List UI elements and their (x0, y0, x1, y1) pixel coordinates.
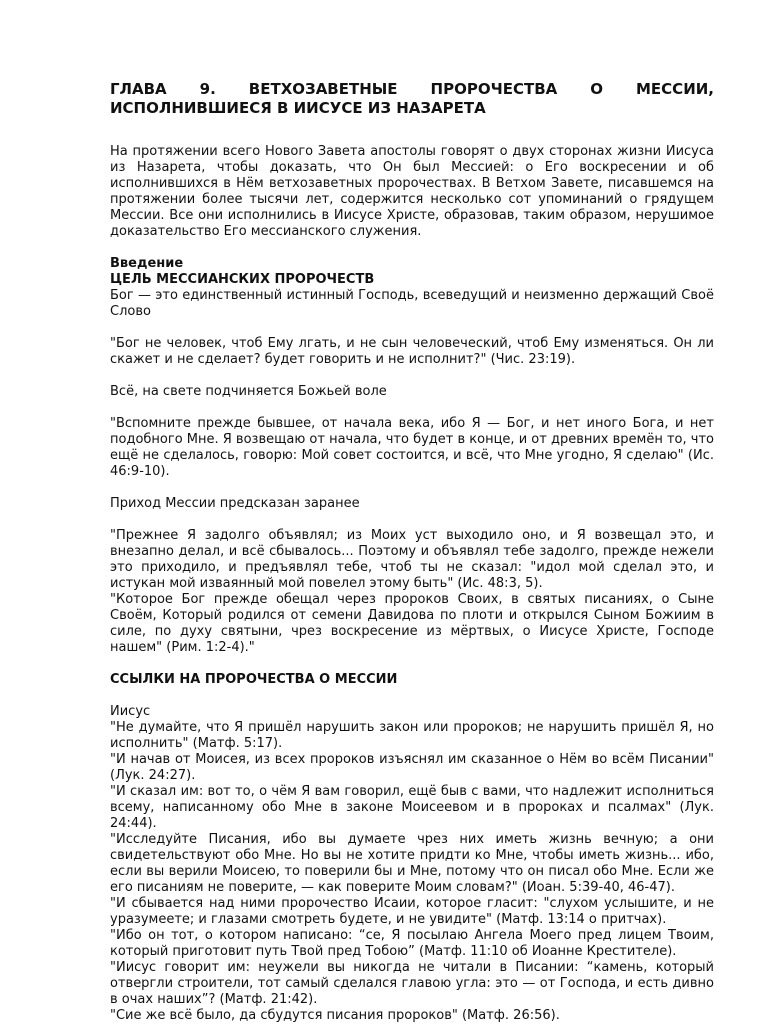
section-heading-references: ССЫЛКИ НА ПРОРОЧЕСТВА О МЕССИИ (110, 672, 398, 687)
reference-item: "Ибо он тот, о котором написано: “се, Я посылаю Ангела Моего пред лицем Твоим, который приготовит путь Твой пред Тобою” (Матф. 11:10 об Иоанне Крестителе). (110, 928, 714, 959)
paragraph: Бог — это единственный истинный Господь, всеведущий и неизменно держащий Своё Слово (110, 288, 714, 319)
section-label-intro: Введение (110, 256, 184, 271)
paragraph: Приход Мессии предсказан заранее (110, 496, 360, 511)
references-lead: Иисус (110, 704, 151, 719)
reference-item: "Иисус говорит им: неужели вы никогда не читали в Писании: “камень, который отвергли строители, тот самый сделался главою угла: это — от Господа, и есть дивно в очах наших”? (Матф. 21:42). (110, 960, 714, 1007)
chapter-title-line-1: ГЛАВА 9. ВЕТХОЗАВЕТНЫЕ ПРОРОЧЕСТВА О МЕССИИ, (110, 80, 714, 98)
reference-item: "И сбывается над ними пророчество Исаии, которое гласит: "слухом услышите, и не уразумеете; и глазами смотреть будете, и не увидите" (Матф. 13:14 о притчах). (110, 896, 714, 927)
chapter-title-line-2: ИСПОЛНИВШИЕСЯ В ИИСУСЕ ИЗ НАЗАРЕТА (110, 99, 486, 117)
document-page (110, 76, 714, 1024)
reference-item: "И начав от Моисея, из всех пророков изъяснял им сказанное о Нём во всём Писании" (Лук. 24:27). (110, 752, 714, 783)
section-heading-purpose: ЦЕЛЬ МЕССИАНСКИХ ПРОРОЧЕСТВ (110, 272, 375, 287)
reference-item: "Сие же всё было, да сбудутся писания пророков" (Матф. 26:56). (110, 1008, 560, 1023)
paragraph: Всё, на свете подчиняется Божьей воле (110, 384, 387, 399)
quote-paragraph: "Которое Бог прежде обещал через пророков Своих, в святых писаниях, о Сыне Своём, Который родился от семени Давидова по плоти и открылся Сыном Божиим в силе, по духу святыни, чрез воскресение из мёртвых, о Иисусе Христе, Господе нашем" (Рим. 1:2-4)." (110, 592, 714, 655)
chapter-title (110, 80, 714, 118)
quote-paragraph: "Бог не человек, чтоб Ему лгать, и не сын человеческий, чтоб Ему изменяться. Он ли скажет и не сделает? будет говорить и не исполнит?" (Чис. 23:19). (110, 336, 714, 367)
quote-paragraph: "Прежнее Я задолго объявлял; из Моих уст выходило оно, и Я возвещал это, и внезапно делал, и всё сбывалось... Поэтому и объявлял тебе задолго, прежде нежели это приходило, и предъявлял тебе, чтоб ты не сказал: "идол мой сделал это, и истукан мой изваянный мой повелел этому быть" (Ис. 48:3, 5). (110, 528, 714, 591)
intro-paragraph: На протяжении всего Нового Завета апостолы говорят о двух сторонах жизни Иисуса из Назарета, чтобы доказать, что Он был Мессией: о Его воскресении и об исполнившихся в Нём ветхозаветных пророчествах. В Ветхом Завете, писавшемся на протяжении более тысячи лет, содержится несколько сот упоминаний о грядущем Мессии. Все они исполнились в Иисусе Христе, образовав, таким образом, нерушимое доказательство Его мессианского служения. (110, 144, 714, 239)
reference-item: "Не думайте, что Я пришёл нарушить закон или пророков; не нарушить пришёл Я, но исполнить" (Матф. 5:17). (110, 720, 714, 751)
references-list (110, 704, 714, 1024)
reference-item: "И сказал им: вот то, о чём Я вам говорил, ещё быв с вами, что надлежит исполниться всему, написанному обо Мне в законе Моисеевом и в пророках и псалмах" (Лук. 24:44). (110, 784, 714, 831)
reference-item: "Исследуйте Писания, ибо вы думаете чрез них иметь жизнь вечную; а они свидетельствуют обо Мне. Но вы не хотите придти ко Мне, чтобы иметь жизнь... ибо, если вы верили Моисею, то поверили бы и Мне, потому что он писал обо Мне. Если же его писаниям не поверите, — как поверите Моим словам?" (Иоан. 5:39-40, 46-47). (110, 832, 714, 895)
quote-paragraph: "Вспомните прежде бывшее, от начала века, ибо Я — Бог, и нет иного Бога, и нет подобного Мне. Я возвещаю от начала, что будет в конце, и от древних времён то, что ещё не сделалось, говорю: Мой совет состоится, и всё, что Мне угодно, Я сделаю" (Ис. 46:9-10). (110, 416, 714, 479)
